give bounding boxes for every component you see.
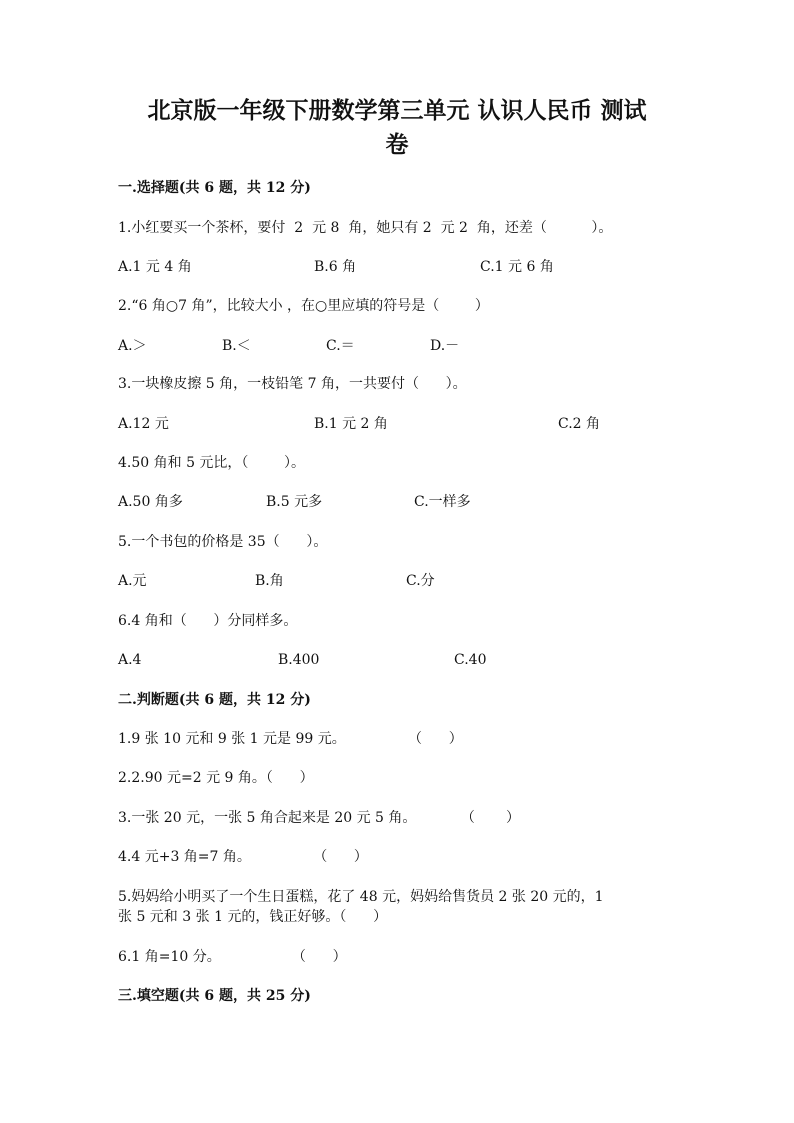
choice-5-option-b: B.角 bbox=[255, 573, 284, 589]
section-heading-judge: 二.判断题(共 6 题，共 12 分) bbox=[118, 692, 311, 708]
judge-question-6: 6.1 角=10 分。 （ ） bbox=[118, 949, 347, 965]
page-title: 北京版一年级下册数学第三单元 认识人民币 测试 bbox=[147, 97, 647, 124]
choice-6-option-c: C.40 bbox=[454, 652, 487, 668]
choice-6-option-b: B.400 bbox=[278, 652, 320, 668]
choice-5-option-c: C.分 bbox=[406, 573, 435, 589]
judge-question-5-continued: 张 5 元和 3 张 1 元的，钱正好够。（ ） bbox=[118, 909, 388, 925]
judge-question-5: 5.妈妈给小明买了一个生日蛋糕，花了 48 元，妈妈给售货员 2 张 20 元的，1 bbox=[118, 889, 604, 905]
choice-1-option-a: A.1 元 4 角 bbox=[118, 259, 192, 275]
choice-question-6: 6.4 角和（ ）分同样多。 bbox=[118, 613, 298, 629]
choice-question-3: 3.一块橡皮擦 5 角，一枝铅笔 7 角，一共要付（ ）。 bbox=[118, 376, 467, 392]
choice-2-option-a: A.＞ bbox=[118, 338, 147, 354]
choice-question-2: 2.“6 角○7 角”，比较大小 ，在○里应填的符号是（ ） bbox=[118, 298, 489, 314]
choice-question-1: 1.小红要买一个茶杯，要付 2 元 8 角，她只有 2 元 2 角，还差（ ）。 bbox=[118, 220, 613, 236]
judge-question-2: 2.2.90 元=2 元 9 角。（ ） bbox=[118, 770, 314, 786]
page-title-continued: 卷 bbox=[385, 131, 409, 158]
choice-2-option-d: D.－ bbox=[430, 338, 460, 354]
section-heading-choice: 一.选择题(共 6 题，共 12 分) bbox=[118, 180, 311, 196]
section-heading-fill: 三.填空题(共 6 题，共 25 分) bbox=[118, 988, 311, 1004]
choice-6-option-a: A.4 bbox=[118, 652, 142, 668]
choice-3-option-a: A.12 元 bbox=[118, 416, 169, 432]
choice-2-option-c: C.＝ bbox=[326, 338, 355, 354]
choice-question-4: 4.50 角和 5 元比，（ ）。 bbox=[118, 455, 306, 471]
choice-3-option-c: C.2 角 bbox=[558, 416, 601, 432]
choice-question-5: 5.一个书包的价格是 35（ ）。 bbox=[118, 534, 328, 550]
judge-question-4: 4.4 元+3 角=7 角。 （ ） bbox=[118, 849, 368, 865]
choice-2-option-b: B.＜ bbox=[222, 338, 251, 354]
choice-3-option-b: B.1 元 2 角 bbox=[314, 416, 388, 432]
judge-question-1: 1.9 张 10 元和 9 张 1 元是 99 元。 （ ） bbox=[118, 731, 463, 747]
choice-4-option-b: B.5 元多 bbox=[266, 494, 323, 510]
judge-question-3: 3.一张 20 元，一张 5 角合起来是 20 元 5 角。 （ ） bbox=[118, 810, 521, 826]
choice-4-option-a: A.50 角多 bbox=[118, 494, 183, 510]
choice-4-option-c: C.一样多 bbox=[414, 494, 471, 510]
choice-5-option-a: A.元 bbox=[118, 573, 147, 589]
choice-1-option-c: C.1 元 6 角 bbox=[480, 259, 554, 275]
choice-1-option-b: B.6 角 bbox=[314, 259, 357, 275]
